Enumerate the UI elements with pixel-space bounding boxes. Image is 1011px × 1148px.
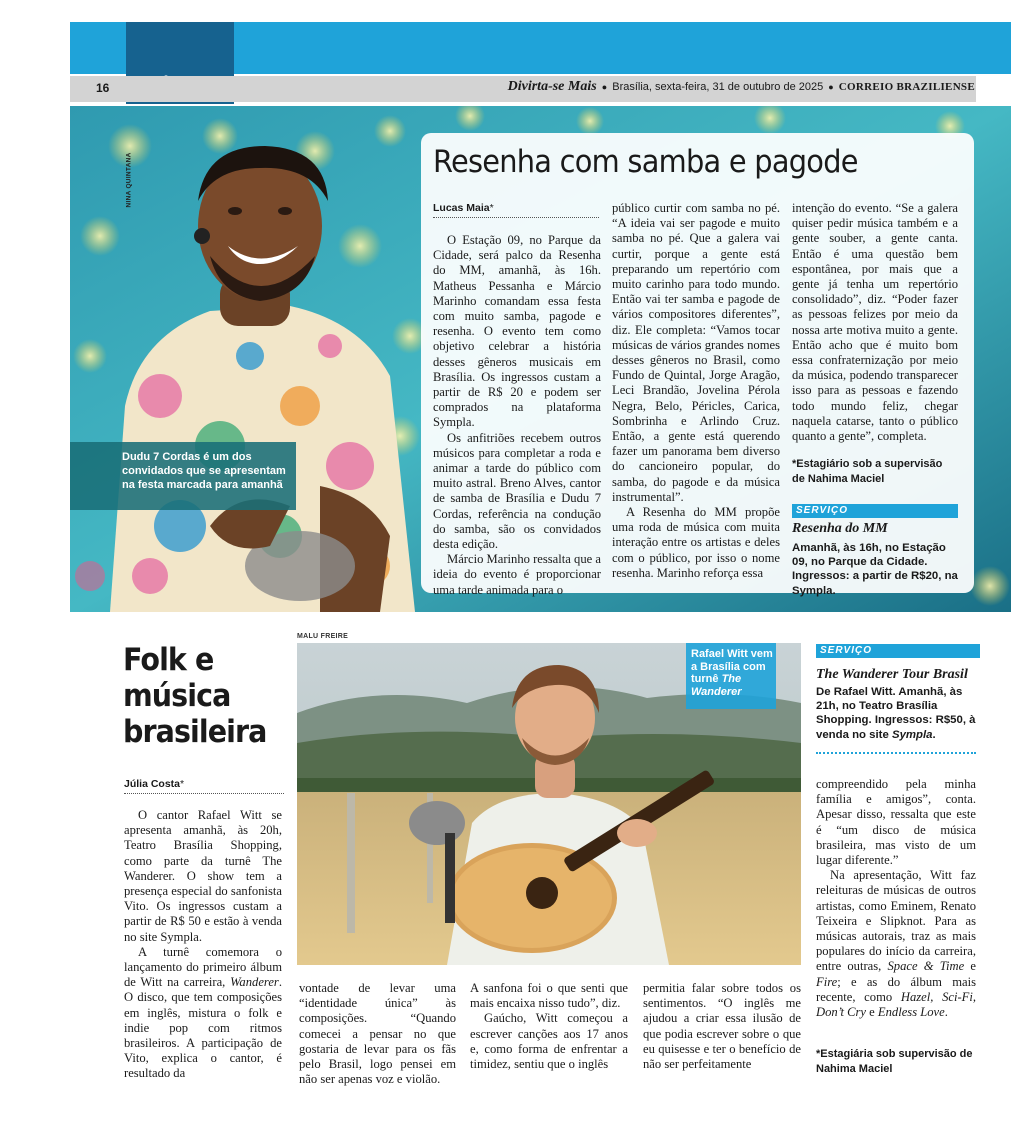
paragraph bbox=[124, 945, 282, 1082]
headline-resenha: Resenha com samba e pagode bbox=[433, 144, 858, 180]
photo-caption-1: Dudu 7 Cordas é um dos convidados que se apresentam na festa marcada para amanhã bbox=[122, 451, 286, 491]
text-run: . bbox=[944, 1005, 948, 1020]
paragraph: Gaúcho, Witt começou a escrever canções aos 17 anos e, como forma de enfrentar a timidez, sentiu que o inglês bbox=[470, 1011, 628, 1072]
song-title: Hazel, Sci-Fi, Don’t Cry bbox=[816, 989, 976, 1020]
footnote-1: *Estagiário sob a supervisão de Nahima Maciel bbox=[792, 458, 943, 485]
paragraph: intenção do evento. “Se a galera quiser pedir música também e a gente souber, a gente canta. Então é uma questão bem espontânea, por mais que a gente já tenha um repertório consolidado”, diz. “Poder fazer as pessoas felizes por meio da nossa arte motiva muito a gente. Então acho que é muito bom essa confraternização por meio da música, podendo transparecer isso para as pessoas e fazendo todo mundo feliz, chegar naquela catarse, tanto o público quanto a gente”, completa. bbox=[792, 201, 958, 444]
article1-column-2 bbox=[612, 201, 780, 581]
service-label-2: SERVIÇO bbox=[816, 644, 980, 658]
paragraph: permitia falar sobre todos os sentimentos. “O inglês me ajudou a criar essa ilusão de que podia escrever sobre o que eu quisesse e ter o benefício de não ser perfeitamente bbox=[643, 981, 801, 1072]
text-run: e bbox=[964, 959, 976, 974]
text-run: De Rafael Witt. Amanhã, às 21h, no Teatro Brasília Shopping. Ingressos: R$50, à venda no site bbox=[816, 686, 976, 741]
newspaper-name: CORREIO BRAZILIENSE bbox=[838, 81, 975, 93]
paragraph: compreendido pela minha família e amigos”, conta. Apesar disso, ressalta que este é “um disco de música brasileira, mas visto de um lugar diferente.” bbox=[816, 777, 976, 868]
text-run: e bbox=[866, 1005, 878, 1020]
dotted-divider bbox=[816, 752, 976, 754]
author-name: Lucas Maia bbox=[433, 202, 490, 214]
byline-1 bbox=[433, 202, 599, 218]
song-title: Fire bbox=[816, 974, 838, 989]
supplement-name: Divirta-se Mais bbox=[507, 79, 597, 94]
bullet-icon: ● bbox=[828, 82, 834, 92]
dateline: Brasília, sexta-feira, 31 de outubro de 2025 bbox=[612, 81, 824, 93]
text-run: . O disco, que tem composições em inglês, mistura o folk e indie pop com ritmos brasileiros. A participação de Vito, explica o cantor, é resultado da bbox=[124, 975, 282, 1081]
text-run: ; e as do álbum mais recente, como bbox=[816, 974, 976, 1004]
article2-column-2 bbox=[299, 981, 456, 1087]
service-text-1: Amanhã, às 16h, no Estação 09, no Parque da Cidade. Ingressos: a partir de R$20, na Sympla. bbox=[792, 542, 958, 597]
paragraph: O cantor Rafael Witt se apresenta amanhã, às 20h, Teatro Brasília Shopping, como parte da turnê The Wanderer. O show tem a presença especial do sanfonista Vito. Os ingressos custam a partir de R$ 50 e estão à venda no site Sympla. bbox=[124, 808, 282, 944]
paragraph: Os anfitriões recebem outros músicos para completar a roda e animar a tarde do público com muito astral. Breno Alves, cantor de samba de Brasília e Dudu 7 Cordas, referência na condução do samba, são os convidados desta edição. bbox=[433, 430, 601, 552]
article2-column-4 bbox=[643, 981, 801, 1072]
photo-credit-1: NINA QUINTANA bbox=[125, 152, 133, 208]
article2-column-3 bbox=[470, 981, 628, 1072]
folio bbox=[508, 79, 975, 95]
service-title-2: The Wanderer Tour Brasil bbox=[816, 667, 968, 682]
photo-caption-2 bbox=[691, 648, 775, 698]
song-title: Endless Love bbox=[877, 1005, 945, 1020]
service-title-1: Resenha do MM bbox=[792, 521, 888, 536]
photo-credit-vertical bbox=[123, 138, 135, 208]
caption-title: The Wanderer bbox=[691, 673, 742, 698]
author-name: Júlia Costa bbox=[124, 778, 181, 790]
paragraph: A Resenha do MM propõe uma roda de música com muita interação entre os artistas e deles com o público, por isso o nome resenha. Marinho reforça essa bbox=[612, 505, 780, 580]
paragraph: Márcio Marinho ressalta que a ideia do evento é proporcionar uma tarde animada para o bbox=[433, 552, 601, 597]
footnote-2: *Estagiária sob supervisão de Nahima Maciel bbox=[816, 1048, 973, 1075]
paragraph: público curtir com samba no pé. “A ideia vai ser pagode e muito samba no pé. Que a galera vai curtir, porque a gente está preparando um repertório com muito carinho para todo mundo. Então vai ter samba e pagode de vários compositores diferentes”, diz. Ele completa: “Vamos tocar músicas de vários grandes nomes desses gêneros no Brasil, como Fundo de Quintal, Jorge Aragão, Leci Brandão, Jovelina Pérola Negra, Belo, Péricles, Carica, Sombrinha e Arlindo Cruz. Então, a gente está querendo fazer um panorama bem diverso do cancioneiro popular, do samba, do pagode e da música instrumental”. bbox=[612, 201, 780, 504]
article2-column-1 bbox=[124, 808, 282, 1082]
photo-credit-2: MALU FREIRE bbox=[297, 633, 349, 640]
byline-2 bbox=[124, 778, 284, 794]
service-label-1: SERVIÇO bbox=[792, 504, 958, 518]
album-title: Wanderer bbox=[230, 975, 279, 990]
article1-column-3 bbox=[792, 201, 958, 444]
paragraph bbox=[816, 868, 976, 1020]
bullet-icon: ● bbox=[601, 82, 608, 92]
author-mark: * bbox=[180, 778, 185, 790]
paragraph: A sanfona foi o que senti que mais encaixa nisso tudo”, diz. bbox=[470, 981, 628, 1011]
paragraph: vontade de levar uma “identidade única” às composições. “Quando comecei a pensar no que gostaria de levar para os fãs pelo Brasil, logo pensei em não ser apenas voz e violão. bbox=[299, 981, 456, 1087]
paragraph: O Estação 09, no Parque da Cidade, será palco da Resenha do MM, amanhã, às 16h. Matheus Pessanha e Márcio Marinho comandam essa festa com muito samba, pagode e resenha. O evento tem como objetivo celebrar a história desses gêneros musicais em Brasília. Os ingressos custam a partir de R$ 20 e podem ser comprados na plataforma Sympla. bbox=[433, 233, 601, 430]
caption-text: Rafael Witt vem a Brasília com turnê bbox=[691, 648, 773, 686]
service-text-2 bbox=[816, 685, 984, 742]
article2-column-5 bbox=[816, 777, 976, 1020]
author-mark: * bbox=[489, 202, 494, 214]
article1-column-1 bbox=[433, 233, 601, 598]
song-title: Space & Time bbox=[887, 959, 965, 974]
platform-name: Sympla bbox=[891, 728, 933, 741]
headline-folk: Folk e música brasileira bbox=[123, 642, 267, 750]
text-run: A turnê comemora o lançamento do primeiro álbum de Witt na carreira, bbox=[124, 944, 282, 990]
text-run: . bbox=[932, 728, 936, 741]
photo-caption-box bbox=[70, 442, 296, 510]
page-number: 16 bbox=[96, 81, 110, 95]
text-run: Na apresentação, Witt faz releituras de músicas de outros artistas, como Eminem, Renato Teixeira e Slipknot. Para as músicas autorais, traz as mais populares do início da carreira, entre outras, bbox=[816, 868, 976, 974]
photo-caption-box-2 bbox=[686, 643, 776, 709]
